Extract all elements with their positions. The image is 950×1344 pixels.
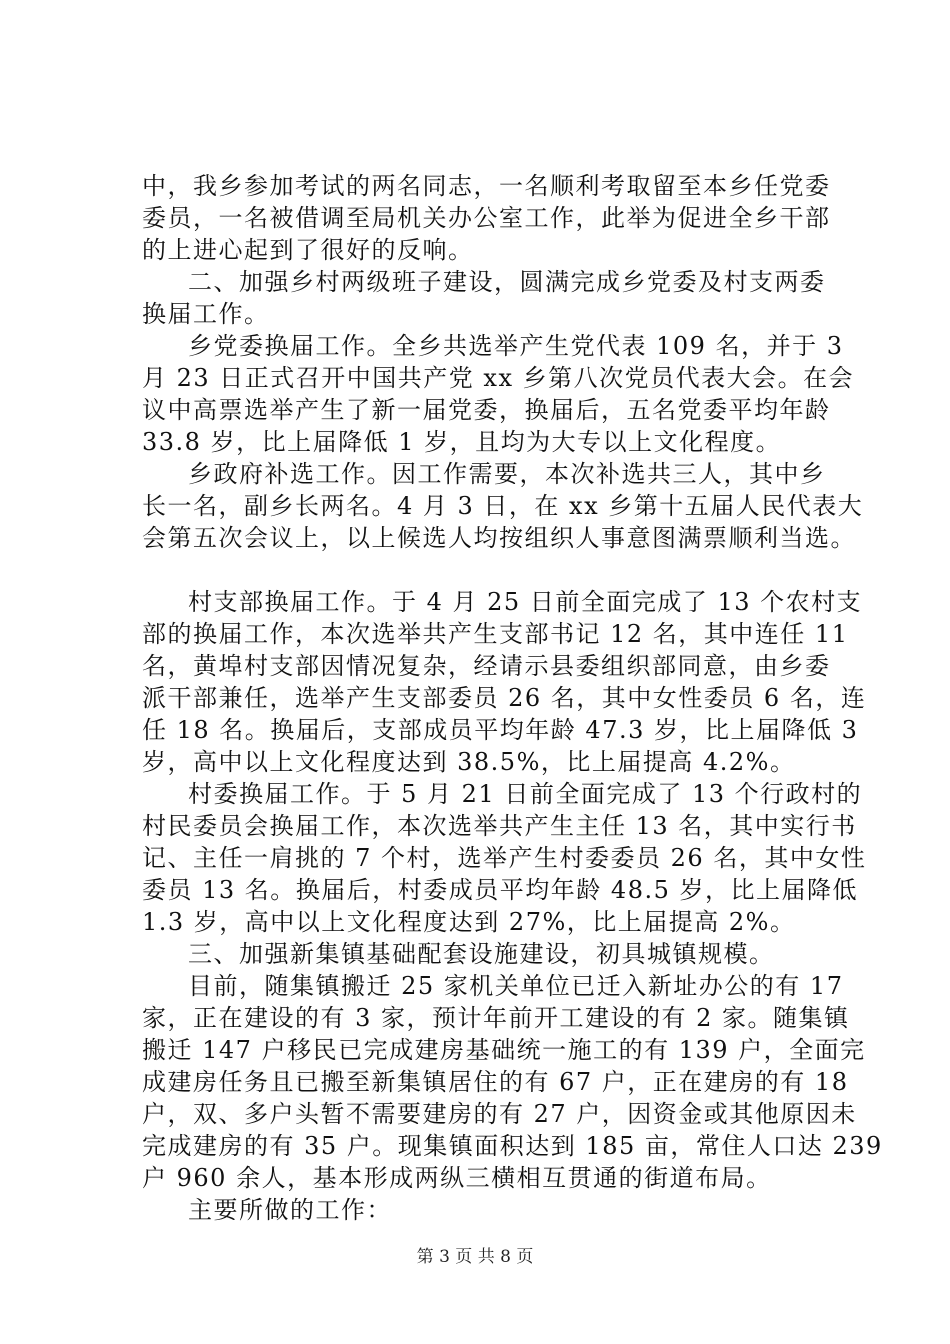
text-line: 议中高票选举产生了新一届党委，换届后，五名党委平均年龄 [142, 396, 831, 424]
text-line: 33.8 岁，比上届降低 1 岁，且均为大专以上文化程度。 [142, 428, 782, 456]
page-footer: 第 3 页 共 8 页 [416, 1247, 534, 1267]
text-line: 岁，高中以上文化程度达到 38.5%，比上届提高 4.2%。 [142, 748, 796, 776]
text-line: 记、主任一肩挑的 7 个村，选举产生村委委员 26 名，其中女性 [142, 844, 867, 872]
text-line: 三、加强新集镇基础配套设施建设，初具城镇规模。 [188, 940, 775, 968]
text-line: 村支部换届工作。于 4 月 25 日前全面完成了 13 个农村支 [188, 588, 863, 616]
text-line: 会第五次会议上，以上候选人均按组织人事意图满票顺利当选。 [142, 524, 856, 552]
text-line: 户 960 余人，基本形成两纵三横相互贯通的街道布局。 [142, 1164, 772, 1192]
text-line: 乡党委换届工作。全乡共选举产生党代表 109 名，并于 3 [188, 332, 844, 360]
text-line: 二、加强乡村两级班子建设，圆满完成乡党委及村支两委 [188, 268, 826, 296]
text-line: 换届工作。 [142, 300, 270, 328]
text-line: 的上进心起到了很好的反响。 [142, 236, 474, 264]
document-body [142, 170, 883, 1226]
text-line: 完成建房的有 35 户。现集镇面积达到 185 亩，常住人口达 239 [142, 1132, 883, 1160]
text-line: 名，黄埠村支部因情况复杂，经请示县委组织部同意，由乡委 [142, 652, 831, 680]
text-line: 任 18 名。换届后，支部成员平均年龄 47.3 岁，比上届降低 3 [142, 716, 859, 744]
text-line: 委员，一名被借调至局机关办公室工作，此举为促进全乡干部 [142, 204, 831, 232]
text-line: 派干部兼任，选举产生支部委员 26 名，其中女性委员 6 名，连 [142, 684, 867, 712]
text-line: 村委换届工作。于 5 月 21 日前全面完成了 13 个行政村的 [188, 780, 863, 808]
text-line: 家，正在建设的有 3 家，预计年前开工建设的有 2 家。随集镇 [142, 1004, 850, 1032]
text-line: 搬迁 147 户移民已完成建房基础统一施工的有 139 户，全面完 [142, 1036, 866, 1064]
text-line: 委员 13 名。换届后，村委成员平均年龄 48.5 岁，比上届降低 [142, 876, 858, 904]
text-line: 成建房任务且已搬至新集镇居住的有 67 户，正在建房的有 18 [142, 1068, 849, 1096]
text-line: 村民委员会换届工作，本次选举共产生主任 13 名，其中实行书 [142, 812, 857, 840]
text-line: 乡政府补选工作。因工作需要，本次补选共三人，其中乡 [188, 460, 826, 488]
text-line: 长一名，副乡长两名。4 月 3 日，在 xx 乡第十五届人民代表大 [142, 492, 864, 520]
text-line: 月 23 日正式召开中国共产党 xx 乡第八次党员代表大会。在会 [142, 364, 855, 392]
text-line: 1.3 岁，高中以上文化程度达到 27%，比上届提高 2%。 [142, 908, 796, 936]
text-line: 户，双、多户头暂不需要建房的有 27 户，因资金或其他原因未 [142, 1100, 857, 1128]
text-line: 主要所做的工作： [188, 1196, 392, 1224]
text-line: 目前，随集镇搬迁 25 家机关单位已迁入新址办公的有 17 [188, 972, 844, 1000]
blank-line [142, 554, 842, 586]
text-line: 部的换届工作，本次选举共产生支部书记 12 名，其中连任 11 [142, 620, 849, 648]
text-line: 中，我乡参加考试的两名同志，一名顺利考取留至本乡任党委 [142, 172, 831, 200]
